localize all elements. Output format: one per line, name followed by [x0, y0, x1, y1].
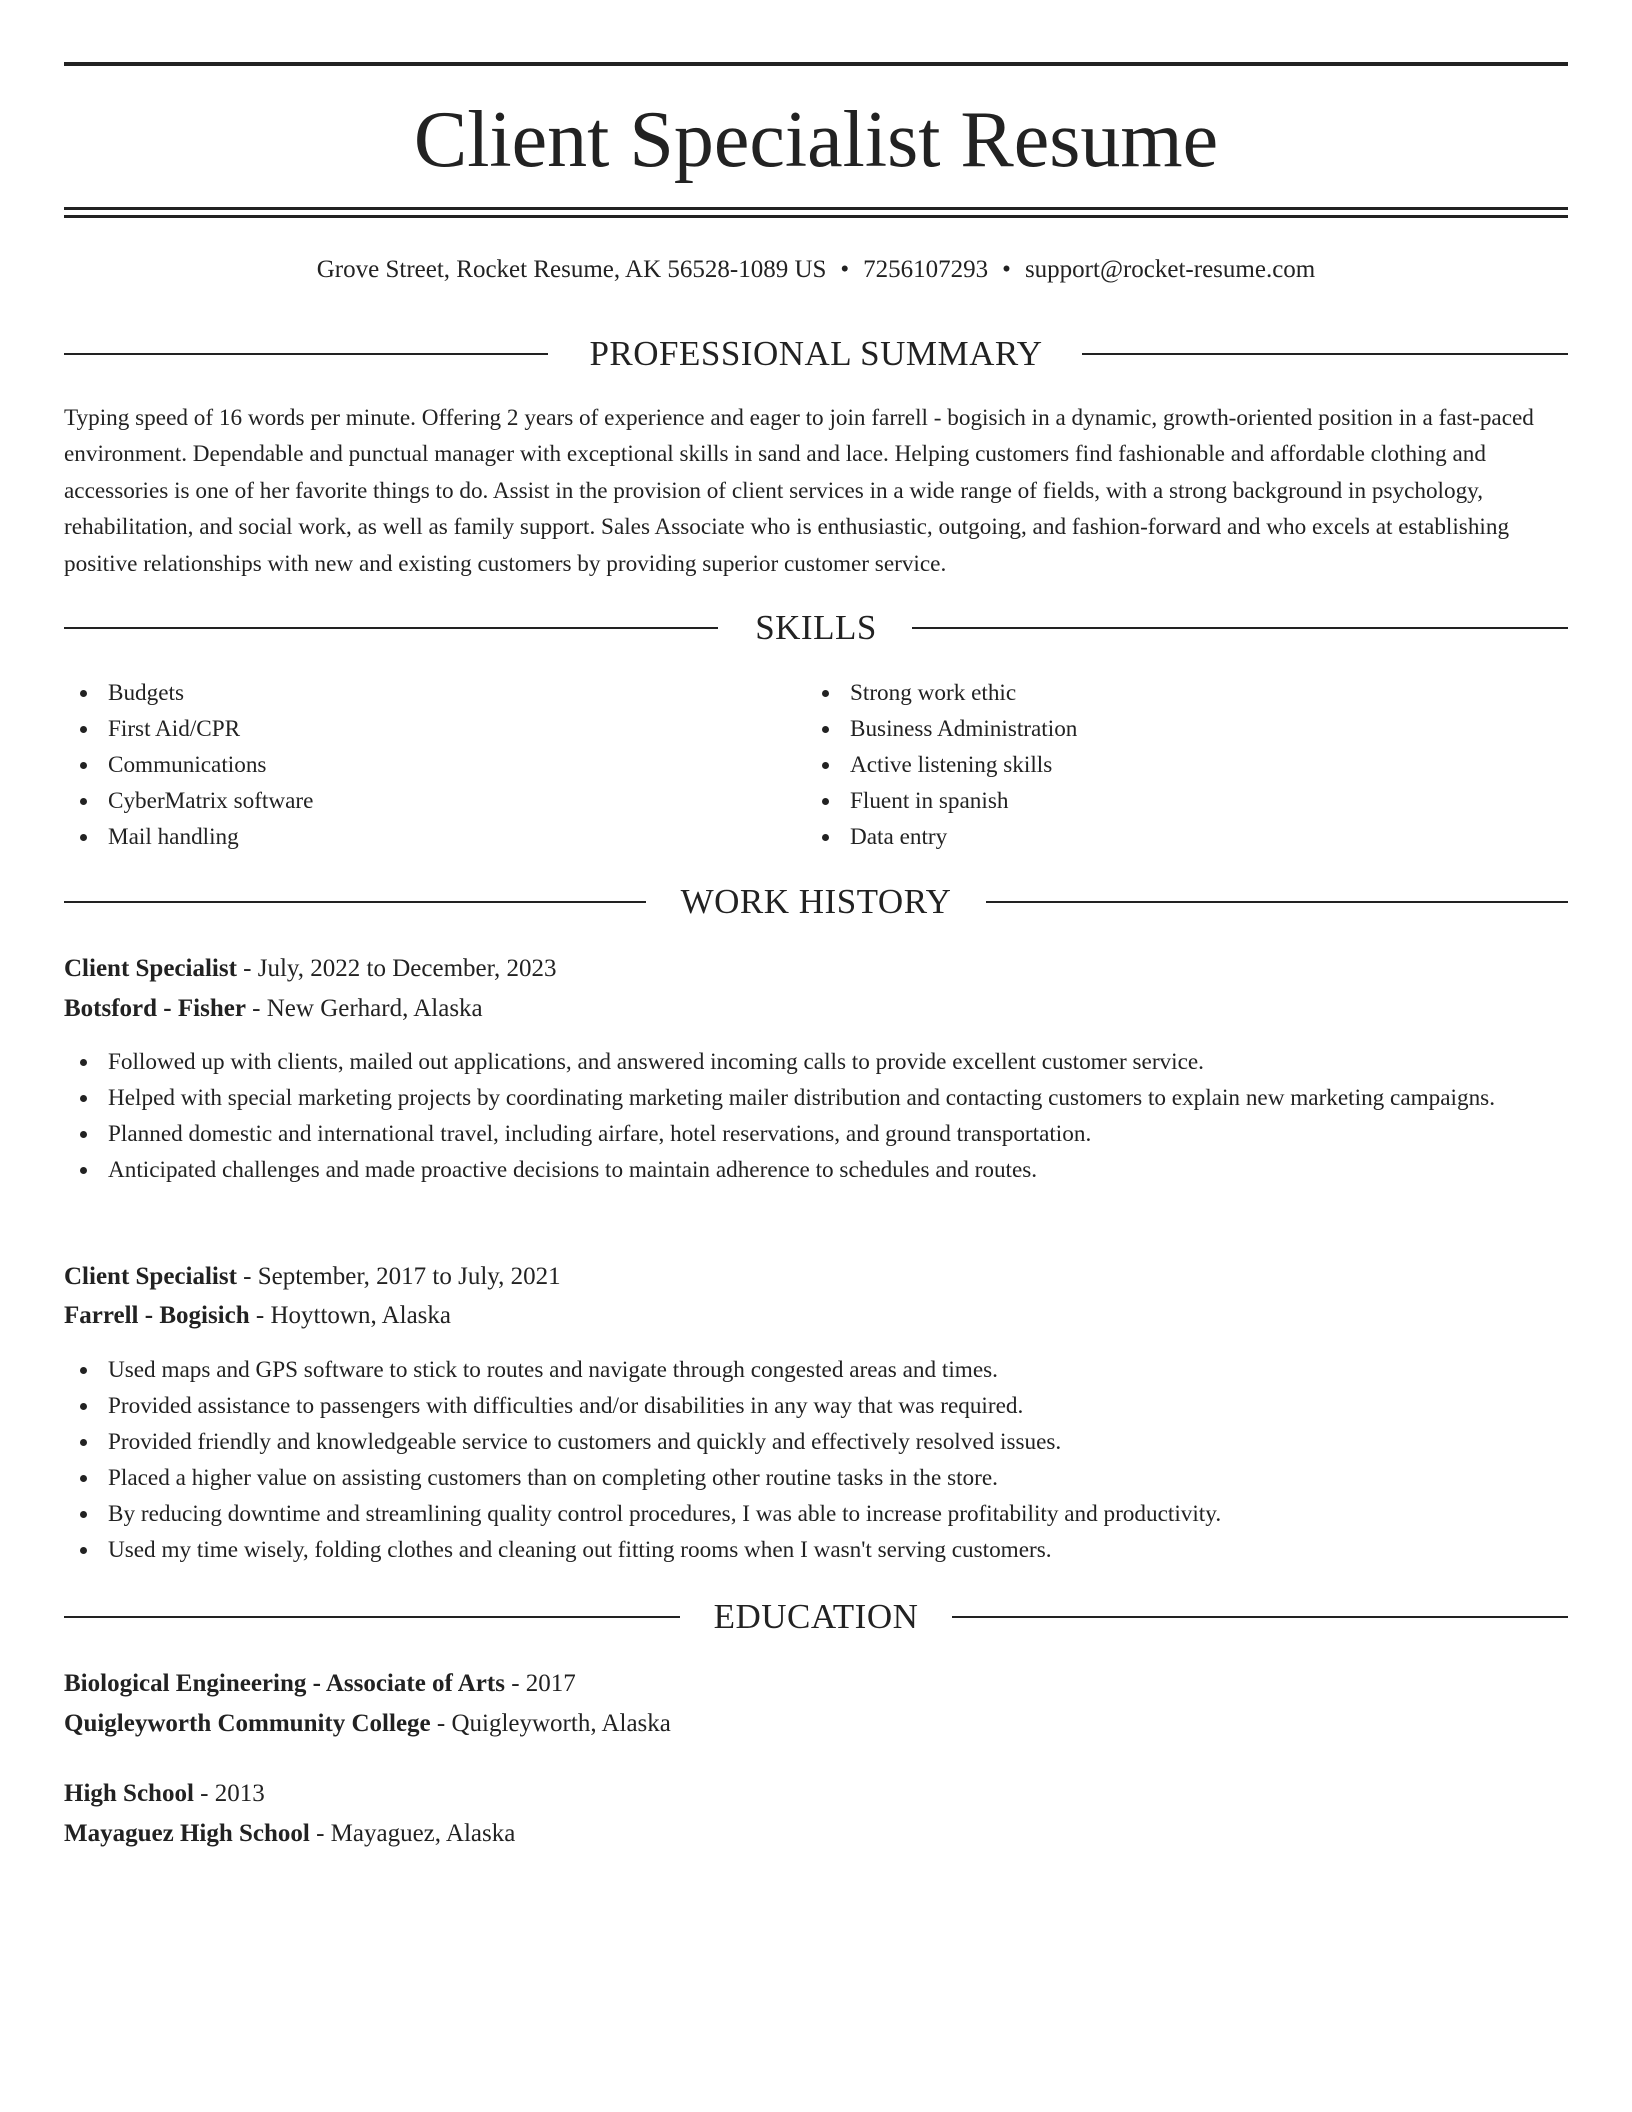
contact-address: Grove Street, Rocket Resume, AK 56528-1089 US — [316, 256, 827, 283]
job-company-line — [64, 1299, 451, 1333]
education-school: Mayaguez High School — [64, 1820, 310, 1847]
list-item: Planned domestic and international travel, including airfare, hotel reservations, and ground transportation. — [64, 1116, 1568, 1152]
job-bullets — [64, 1352, 1568, 1568]
education-heading — [64, 1595, 1568, 1639]
skills-list-left — [64, 675, 764, 855]
list-item: Placed a higher value on assisting customers than on completing other routine tasks in the store. — [64, 1460, 1568, 1496]
job-location: - New Gerhard, Alaska — [252, 995, 483, 1022]
job-bullets — [64, 1044, 1568, 1188]
job-company-line — [64, 992, 483, 1026]
job-title-line — [64, 1260, 561, 1294]
list-item: Mail handling — [64, 819, 764, 855]
list-item: Used my time wisely, folding clothes and cleaning out fitting rooms when I wasn't serving customers. — [64, 1532, 1568, 1568]
list-item: Strong work ethic — [806, 675, 1506, 711]
education-school-line — [64, 1817, 515, 1851]
title-rule-lower — [64, 215, 1568, 218]
list-item: Data entry — [806, 819, 1506, 855]
education-heading-label: EDUCATION — [713, 1597, 919, 1636]
list-item: First Aid/CPR — [64, 711, 764, 747]
skills-heading — [64, 606, 1568, 650]
summary-heading-label: PROFESSIONAL SUMMARY — [589, 334, 1043, 373]
list-item: Used maps and GPS software to stick to routes and navigate through congested areas and times. — [64, 1352, 1568, 1388]
list-item: Helped with special marketing projects by coordinating marketing mailer distribution and contacting customers to explain new marketing campaigns. — [64, 1080, 1568, 1116]
job-company: Botsford - Fisher — [64, 995, 246, 1022]
job-dates: - July, 2022 to December, 2023 — [243, 955, 557, 982]
list-item: Followed up with clients, mailed out applications, and answered incoming calls to provide excellent customer service. — [64, 1044, 1568, 1080]
job-company: Farrell - Bogisich — [64, 1302, 250, 1329]
contact-email: support@rocket-resume.com — [1024, 256, 1316, 283]
education-degree: Biological Engineering - Associate of Arts — [64, 1670, 505, 1697]
skills-heading-label: SKILLS — [755, 608, 877, 647]
contact-phone: 7256107293 — [863, 256, 989, 283]
education-year: - 2013 — [200, 1780, 265, 1807]
education-degree-line — [64, 1777, 265, 1811]
list-item: Business Administration — [806, 711, 1506, 747]
education-year: - 2017 — [511, 1670, 576, 1697]
top-rule — [64, 62, 1568, 66]
list-item: Provided friendly and knowledgeable service to customers and quickly and effectively resolved issues. — [64, 1424, 1568, 1460]
work-heading-label: WORK HISTORY — [680, 882, 952, 921]
job-title: Client Specialist — [64, 955, 237, 982]
list-item: By reducing downtime and streamlining quality control procedures, I was able to increase profitability and productivity. — [64, 1496, 1568, 1532]
education-school: Quigleyworth Community College — [64, 1710, 431, 1737]
education-degree: High School — [64, 1780, 194, 1807]
education-degree-line — [64, 1667, 576, 1701]
education-location: - Mayaguez, Alaska — [316, 1820, 516, 1847]
work-heading — [64, 880, 1568, 924]
list-item: Anticipated challenges and made proactive decisions to maintain adherence to schedules and routes. — [64, 1152, 1568, 1188]
job-title: Client Specialist — [64, 1263, 237, 1290]
education-school-line — [64, 1707, 671, 1741]
contact-separator: • — [840, 256, 850, 283]
list-item: CyberMatrix software — [64, 783, 764, 819]
contact-line — [64, 253, 1568, 287]
list-item: Communications — [64, 747, 764, 783]
contact-separator: • — [1002, 256, 1011, 283]
skills-list-right — [806, 675, 1506, 855]
job-location: - Hoyttown, Alaska — [255, 1302, 451, 1329]
job-dates: - September, 2017 to July, 2021 — [243, 1263, 561, 1290]
list-item: Active listening skills — [806, 747, 1506, 783]
page-title: Client Specialist Resume — [413, 96, 1219, 184]
summary-heading — [64, 332, 1568, 376]
list-item: Provided assistance to passengers with difficulties and/or disabilities in any way that was required. — [64, 1388, 1568, 1424]
summary-text: Typing speed of 16 words per minute. Offering 2 years of experience and eager to join farrell - bogisich in a dynamic, growth-oriented position in a fast-paced environment. Dependable and punctual manager with exceptional skills in sand and lace. Helping customers find fashionable and affordable clothing and accessories is one of her favorite things to do. Assist in the provision of client services in a wide range of fields, with a strong background in psychology, rehabilitation, and social work, as well as family support. Sales Associate who is enthusiastic, outgoing, and fashion-forward and who excels at establishing positive relationships with new and existing customers by providing superior customer service. — [64, 405, 1534, 577]
list-item: Fluent in spanish — [806, 783, 1506, 819]
list-item: Budgets — [64, 675, 764, 711]
education-location: - Quigleyworth, Alaska — [436, 1710, 671, 1737]
title-rule-upper — [64, 207, 1568, 210]
job-title-line — [64, 952, 556, 986]
